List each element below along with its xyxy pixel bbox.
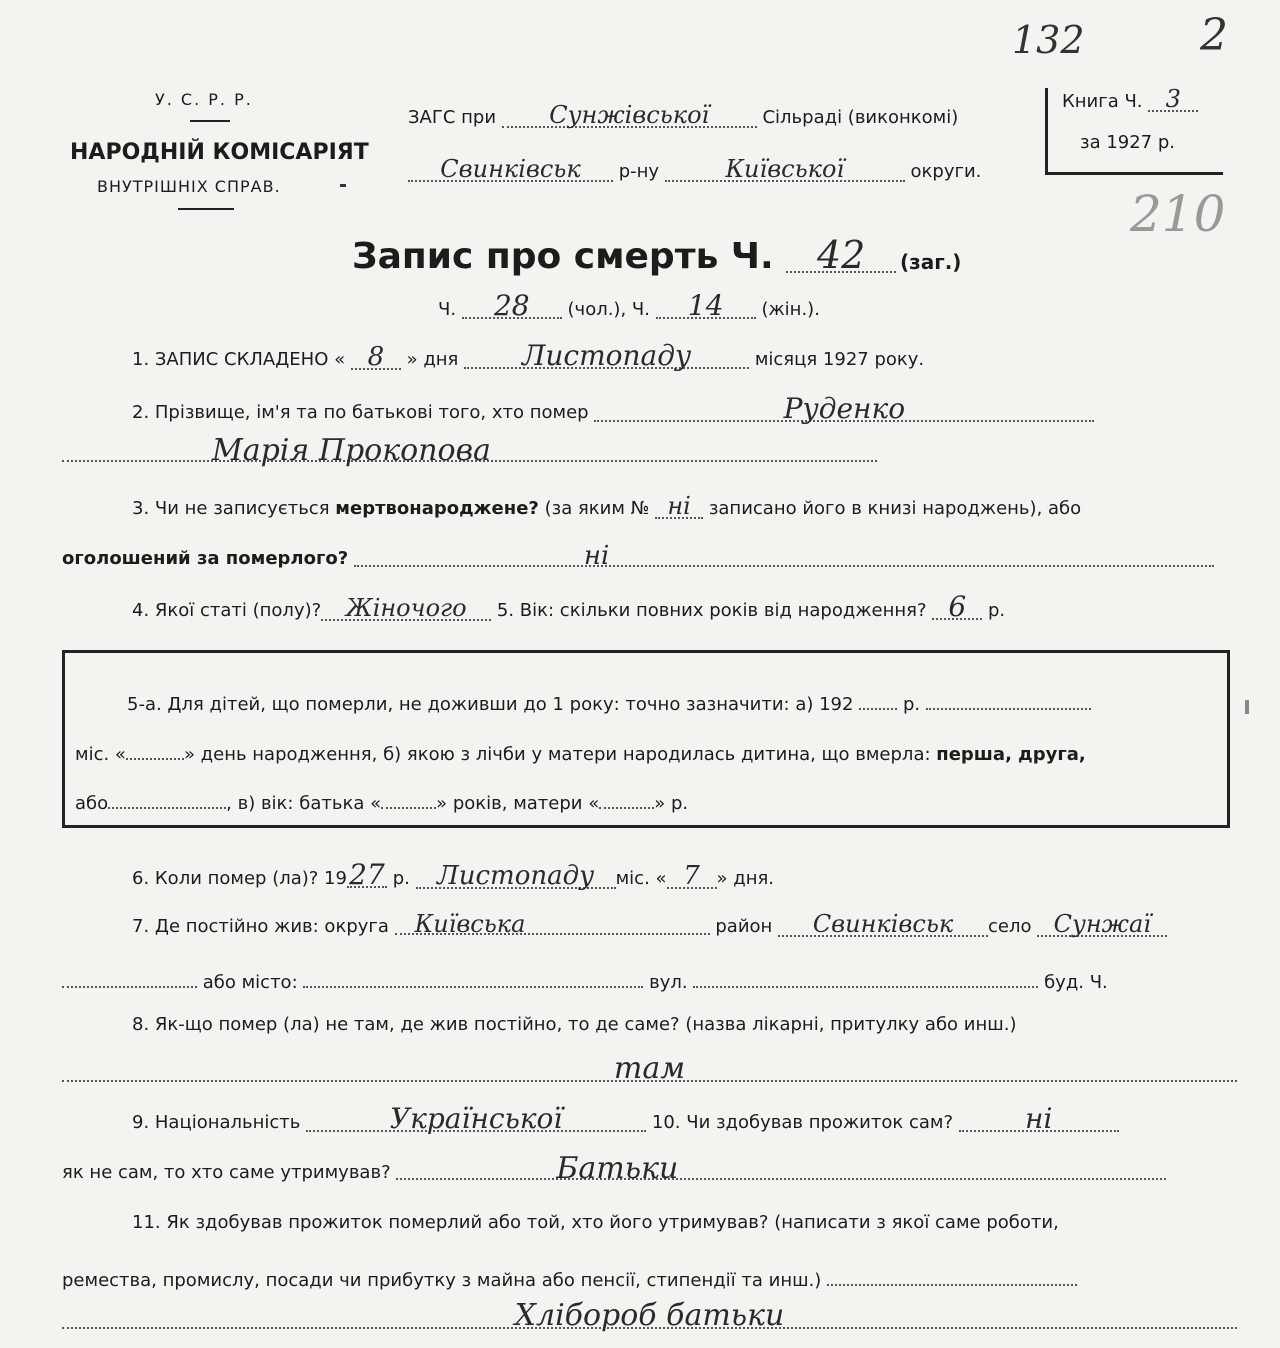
male-label: (чол.), Ч. xyxy=(567,299,650,320)
q11-line2-blank xyxy=(827,1262,1077,1286)
zags-line-2 xyxy=(408,155,982,183)
q6-year-hw: 27 xyxy=(347,864,387,888)
q1-label: 1. ЗАПИС СКЛАДЕНО « xyxy=(132,349,346,370)
q3-label-2: (за яким № xyxy=(544,498,650,519)
q8-line xyxy=(132,1014,1016,1036)
counts-line xyxy=(438,289,820,322)
box-line-1 xyxy=(127,686,1091,716)
q7-raion-hw: Свинківськ xyxy=(778,913,988,937)
female-count-hw: 14 xyxy=(656,295,756,319)
box-line2a: міс. « xyxy=(75,744,126,765)
q3-label-1: 3. Чи не записується xyxy=(132,498,330,519)
q5-unit: р. xyxy=(988,600,1006,621)
title-text: Запис про смерть Ч. xyxy=(352,236,774,277)
q7-misto-blank xyxy=(303,964,643,988)
box-line3d: » р. xyxy=(654,793,689,814)
box-line-2 xyxy=(75,736,1086,766)
q2-line xyxy=(132,392,1094,425)
q7-vul-blank xyxy=(693,964,1038,988)
q11-line-3 xyxy=(62,1298,1237,1333)
q9-line xyxy=(132,1102,1119,1135)
pencil-page-number: 132 xyxy=(1012,18,1085,62)
male-count-hw: 28 xyxy=(462,295,562,319)
q7-line-2 xyxy=(62,964,1108,994)
book-number-hw: 3 xyxy=(1148,88,1198,112)
title-number-hw: 42 xyxy=(786,233,896,273)
q11-line2: ремества, промислу, посади чи прибутку з майна або пенсії, стипендії та инш.) xyxy=(62,1270,822,1291)
q7-misto-label: або місто: xyxy=(202,972,298,993)
box-line-3 xyxy=(75,785,688,815)
box-day-blank xyxy=(126,736,184,760)
q7-selo-label: село xyxy=(988,916,1032,937)
margin-mark xyxy=(340,184,346,187)
title-suffix: (заг.) xyxy=(900,250,962,274)
q6-end: » дня. xyxy=(716,868,775,889)
q9-label: 9. Національність xyxy=(132,1112,301,1133)
zags-okruha-hw: Київської xyxy=(665,158,905,182)
box-father-blank xyxy=(381,785,436,809)
box-year-blank xyxy=(859,686,897,710)
q6-label: 6. Коли помер (ла)? 19 xyxy=(132,868,347,889)
q4-sex-hw: Жіночого xyxy=(321,597,491,621)
box-line2-bold: перша, друга, xyxy=(936,744,1086,765)
q3-line-2 xyxy=(62,541,1214,571)
header-rule-1 xyxy=(190,120,230,122)
q10-label: 10. Чи здобував прожиток сам? xyxy=(651,1112,954,1133)
zags-label: ЗАГС при xyxy=(408,107,497,128)
book-label: Книга Ч. xyxy=(1062,91,1143,112)
q3-bold-2: оголошений за померлого? xyxy=(62,548,349,569)
q7-okruha-hw: Київська xyxy=(395,913,710,935)
q3-num-hw: ні xyxy=(655,495,703,519)
q10-answer-hw: ні xyxy=(959,1108,1119,1132)
q1-mid: » дня xyxy=(406,349,459,370)
book-number-line xyxy=(1062,85,1198,113)
okruha-label: округи. xyxy=(910,161,982,182)
q6-line xyxy=(132,858,775,891)
zags-line-1 xyxy=(408,101,959,129)
q11-answer-hw: Хлібороб батьки xyxy=(62,1305,1237,1329)
q7-selo-hw: Сунжаї xyxy=(1037,913,1167,937)
box-line1-tail xyxy=(926,686,1091,710)
q11-line-2 xyxy=(62,1262,1077,1292)
margin-speck xyxy=(1245,700,1249,714)
q6-mis: міс. « xyxy=(615,868,667,889)
q11-line-1: 11. Як здобував прожиток померлий або той, хто його утримував? (написати з якої саме роботи, xyxy=(132,1212,1059,1233)
box-line1a: 5-а. Для дітей, що померли, не доживши до 1 року: точно зазначити: а) 192 xyxy=(127,694,854,715)
q2-surname-hw: Руденко xyxy=(594,398,1094,422)
q2-line-2 xyxy=(62,433,877,468)
pencil-page-mark: 2 xyxy=(1200,10,1228,61)
q7-label: 7. Де постійно жив: округа xyxy=(132,916,389,937)
q4-line xyxy=(132,590,1006,623)
header-department: ВНУТРІШНІХ СПРАВ. xyxy=(97,177,281,196)
box-order-blank xyxy=(108,785,226,809)
zags-village-hw: Сунжівської xyxy=(502,104,757,128)
q6-day-hw: 7 xyxy=(667,865,717,889)
q5-age-hw: 6 xyxy=(932,596,982,620)
q3-label-3: записано його в книзі народжень), або xyxy=(708,498,1082,519)
q7-vul-label: вул. xyxy=(649,972,688,993)
q6-month-hw: Листопаду xyxy=(416,865,616,889)
q8-answer-hw: там xyxy=(62,1058,1237,1082)
q2-name-hw: Марія Прокопова xyxy=(62,440,877,462)
box-line1b: р. xyxy=(902,694,921,715)
council-label: Сільраді (виконкомі) xyxy=(762,107,959,128)
box-line3b: , в) вік: батька « xyxy=(226,793,382,814)
q3-answer-hw: ні xyxy=(354,545,1214,567)
q3-bold-1: мертвонароджене? xyxy=(335,498,539,519)
q10b-label: як не сам, то хто саме утримував? xyxy=(62,1162,391,1183)
q8-line-2 xyxy=(62,1051,1237,1086)
q1-day-hw: 8 xyxy=(351,346,401,370)
zags-district-hw: Свинківськ xyxy=(408,158,613,182)
q1-line xyxy=(132,339,925,372)
header-republic: У. С. Р. Р. xyxy=(155,90,253,109)
q9-answer-hw: Української xyxy=(306,1108,646,1132)
q6-r: р. xyxy=(392,868,410,889)
q2-label: 2. Прізвище, ім'я та по батькові того, хто помер xyxy=(132,402,589,423)
q7-blank-1 xyxy=(62,964,197,988)
pencil-circled-number: 210 xyxy=(1130,185,1226,243)
box-mother-blank xyxy=(599,785,654,809)
q7-bud-label: буд. Ч. xyxy=(1044,972,1108,993)
q10b-line xyxy=(62,1151,1166,1186)
book-year: за 1927 р. xyxy=(1080,132,1176,153)
q1-end: місяця 1927 року. xyxy=(754,349,925,370)
q3-line xyxy=(132,492,1082,520)
q5-label: 5. Вік: скільки повних років від народження? xyxy=(496,600,927,621)
q1-month-hw: Листопаду xyxy=(464,345,749,369)
district-label: р-ну xyxy=(618,161,660,182)
counts-prefix: Ч. xyxy=(438,299,457,320)
q8-label: 8. Як-що помер (ла) не там, де жив постійно, то де саме? (назва лікарні, притулку або инш.) xyxy=(132,1014,1017,1035)
q7-line xyxy=(132,910,1167,938)
box-line3a: або xyxy=(75,793,109,814)
q10b-answer-hw: Батьки xyxy=(396,1158,1166,1180)
record-title xyxy=(352,233,896,277)
q4-label: 4. Якої статі (полу)? xyxy=(132,600,322,621)
header-rule-2 xyxy=(178,208,234,210)
q7-raion-label: район xyxy=(715,916,773,937)
box-line3c: » років, матери « xyxy=(436,793,600,814)
female-label: (жін.). xyxy=(761,299,820,320)
box-line2b: » день народження, б) якою з лічби у матери народилась дитина, що вмерла: xyxy=(183,744,931,765)
header-commissariat: НАРОДНІЙ КОМІСАРІЯТ xyxy=(70,140,369,165)
